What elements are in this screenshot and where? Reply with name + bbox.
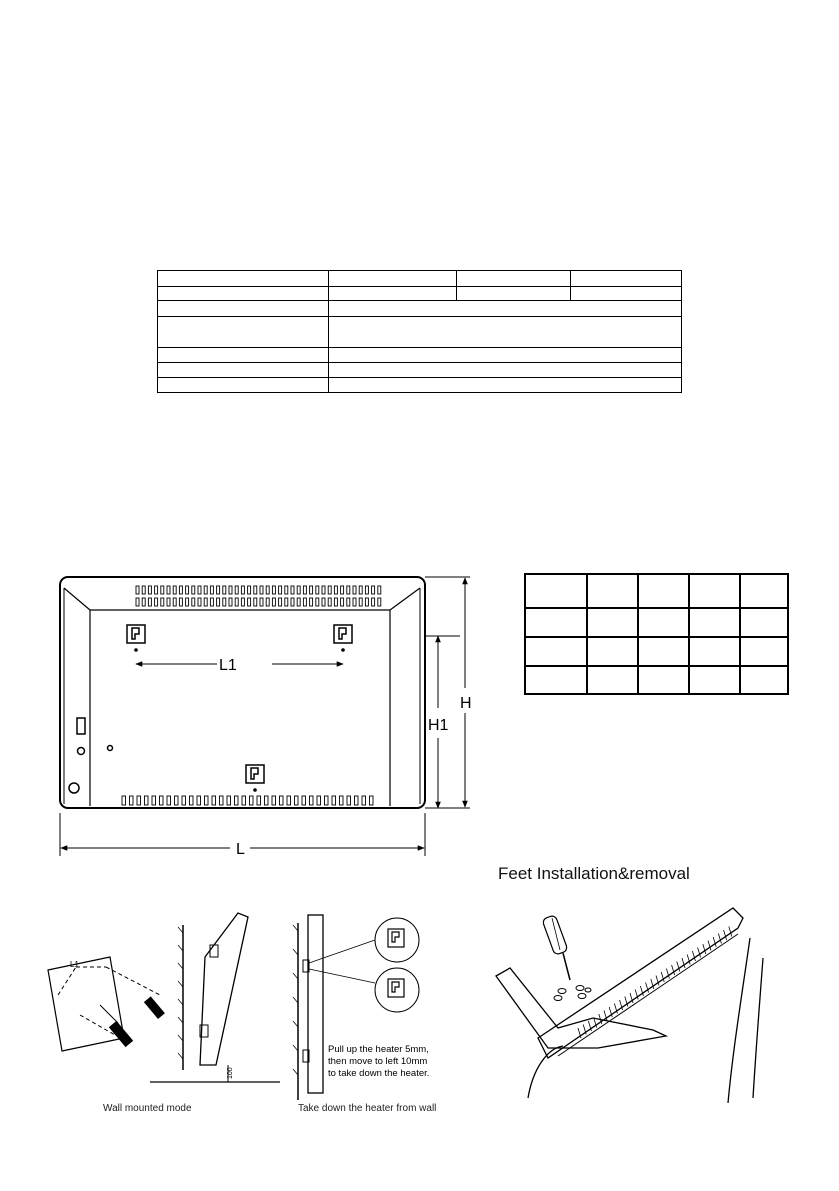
table-row: [525, 637, 788, 666]
table-cell: [158, 301, 329, 317]
vent-slot: [297, 598, 300, 606]
wall-gap-label: 100: [227, 1067, 234, 1079]
vent-slot: [235, 796, 239, 805]
vent-slot: [328, 598, 331, 606]
screwdriver-icon: [542, 915, 570, 980]
vent-slot: [291, 598, 294, 606]
vent-slot: [235, 598, 238, 606]
table-cell: [158, 348, 329, 363]
vent-slot: [266, 598, 269, 606]
vent-slot: [325, 796, 329, 805]
vent-slot: [122, 796, 126, 805]
vent-slot: [287, 796, 291, 805]
vent-slot: [254, 586, 257, 594]
table-cell: [638, 574, 689, 608]
vent-slot: [248, 586, 251, 594]
vent-slot: [137, 796, 141, 805]
vent-slot: [223, 586, 226, 594]
vent-slot: [322, 598, 325, 606]
vent-slot: [359, 586, 362, 594]
vent-slot: [227, 796, 231, 805]
vent-slot: [250, 796, 254, 805]
vent-slot: [334, 586, 337, 594]
heater-back-diagram: [40, 568, 490, 863]
vent-slot: [279, 586, 282, 594]
vent-slot: [317, 796, 321, 805]
wall-l1-label: L1: [70, 960, 79, 969]
vent-slot: [713, 937, 716, 947]
vent-slot: [155, 586, 158, 594]
vent-slot: [152, 796, 156, 805]
vent-slot: [718, 934, 721, 944]
takedown-instruction-3: to take down the heater.: [328, 1068, 430, 1079]
table-cell: [587, 608, 638, 637]
dim-l-label: L: [236, 841, 245, 858]
table-cell: [158, 317, 329, 348]
table-row: [158, 317, 682, 348]
vent-slot: [161, 586, 164, 594]
feet-title: Feet Installation&removal: [498, 864, 690, 883]
vent-slot: [167, 598, 170, 606]
bracket-left: [127, 625, 145, 652]
vent-slot: [186, 586, 189, 594]
vent-slot: [260, 598, 263, 606]
vent-slot: [355, 796, 359, 805]
screws-icon: [554, 986, 591, 1001]
table-cell: [689, 574, 740, 608]
vent-slot: [136, 598, 139, 606]
vent-slot: [204, 598, 207, 606]
vent-slot: [332, 796, 336, 805]
vent-slot: [204, 586, 207, 594]
table-cell: [158, 378, 329, 393]
vent-slot: [155, 598, 158, 606]
vent-slot: [217, 586, 220, 594]
vent-slot: [223, 598, 226, 606]
screwdriver-icon: [100, 996, 165, 1047]
vent-slot: [285, 586, 288, 594]
table-cell: [587, 637, 638, 666]
table-cell: [525, 666, 587, 694]
vent-slot: [235, 586, 238, 594]
table-row: [158, 287, 682, 301]
vent-slot: [130, 796, 134, 805]
table-row: [525, 574, 788, 608]
table-cell: [457, 271, 571, 287]
vent-slot: [372, 598, 375, 606]
dim-h1-label: H1: [428, 717, 449, 734]
table-row: [158, 348, 682, 363]
vent-slot: [340, 796, 344, 805]
vent-slot: [372, 586, 375, 594]
table-cell: [689, 666, 740, 694]
vent-slot: [142, 586, 145, 594]
dim-l1-label: L1: [219, 657, 237, 674]
vent-slot: [724, 930, 727, 940]
vent-slot: [173, 598, 176, 606]
vent-slot: [212, 796, 216, 805]
table-cell: [638, 608, 689, 637]
caption-take-down: Take down the heater from wall: [298, 1103, 437, 1114]
vent-slot: [220, 796, 224, 805]
feet-installation-diagram: [488, 898, 788, 1108]
vent-slot: [242, 796, 246, 805]
vent-slot: [160, 796, 164, 805]
table-cell: [571, 287, 682, 301]
vent-slot: [254, 598, 257, 606]
table-cell: [329, 348, 682, 363]
vent-slot: [272, 586, 275, 594]
spec-table: [157, 270, 682, 393]
vent-slot: [279, 598, 282, 606]
vent-slot: [198, 586, 201, 594]
vent-slot: [167, 586, 170, 594]
table-cell: [158, 287, 329, 301]
dimension-table: [524, 573, 789, 695]
table-row: [525, 608, 788, 637]
table-cell: [329, 317, 682, 348]
vent-slot: [161, 598, 164, 606]
vent-slot: [205, 796, 209, 805]
vent-slot: [241, 586, 244, 594]
vent-slot: [145, 796, 149, 805]
vent-slot: [378, 586, 381, 594]
vent-slot: [186, 598, 189, 606]
vent-slot: [347, 796, 351, 805]
table-row: [525, 666, 788, 694]
table-cell: [329, 271, 457, 287]
vent-slot: [210, 586, 213, 594]
table-cell: [689, 637, 740, 666]
dim-h-label: H: [460, 695, 472, 712]
table-cell: [158, 271, 329, 287]
bracket-right: [334, 625, 352, 652]
vent-slot: [328, 586, 331, 594]
vent-slot: [365, 586, 368, 594]
takedown-instruction-2: then move to left 10mm: [328, 1056, 428, 1067]
table-cell: [689, 608, 740, 637]
caption-wall-mounted: Wall mounted mode: [103, 1103, 192, 1114]
vent-slot: [167, 796, 171, 805]
vent-slot: [310, 598, 313, 606]
vent-slot: [197, 796, 201, 805]
vent-slot: [257, 796, 261, 805]
vent-slot: [266, 586, 269, 594]
vent-slot: [362, 796, 366, 805]
vent-slot: [248, 598, 251, 606]
vent-slot: [729, 927, 732, 937]
vent-slot: [310, 586, 313, 594]
vent-slot: [295, 796, 299, 805]
table-cell: [740, 637, 788, 666]
table-cell: [740, 574, 788, 608]
vent-slot: [378, 598, 381, 606]
table-row: [158, 301, 682, 317]
table-cell: [525, 574, 587, 608]
bracket-bottom: [246, 765, 264, 792]
vent-slot: [291, 586, 294, 594]
vent-slot: [303, 586, 306, 594]
table-cell: [587, 666, 638, 694]
vent-slot: [285, 598, 288, 606]
vent-slot: [210, 598, 213, 606]
table-cell: [329, 301, 682, 317]
table-cell: [740, 666, 788, 694]
table-cell: [457, 287, 571, 301]
vent-slot: [359, 598, 362, 606]
vent-slot: [175, 796, 179, 805]
vent-slot: [302, 796, 306, 805]
vent-slot: [192, 598, 195, 606]
table-cell: [587, 574, 638, 608]
vent-slot: [316, 598, 319, 606]
vent-slot: [297, 586, 300, 594]
vent-slot: [142, 598, 145, 606]
table-cell: [525, 608, 587, 637]
table-row: [158, 363, 682, 378]
vent-slot: [217, 598, 220, 606]
table-row: [158, 378, 682, 393]
vent-slot: [316, 586, 319, 594]
vent-slot: [198, 598, 201, 606]
vent-slot: [365, 598, 368, 606]
vent-slot: [179, 598, 182, 606]
vent-slot: [303, 598, 306, 606]
vent-slot: [173, 586, 176, 594]
vent-slot: [272, 598, 275, 606]
vent-slot: [353, 586, 356, 594]
vent-slot: [353, 598, 356, 606]
wall-mount-diagram: [40, 905, 480, 1125]
vent-slot: [148, 586, 151, 594]
vent-slot: [229, 598, 232, 606]
vent-slot: [347, 586, 350, 594]
vent-slot: [341, 586, 344, 594]
vent-slot: [229, 586, 232, 594]
vent-slot: [280, 796, 284, 805]
vent-slot: [265, 796, 269, 805]
vent-slot: [347, 598, 350, 606]
vent-slot: [148, 598, 151, 606]
vent-slot: [322, 586, 325, 594]
vent-slot: [182, 796, 186, 805]
vent-slot: [190, 796, 194, 805]
table-cell: [571, 271, 682, 287]
vent-slot: [192, 586, 195, 594]
vent-slot: [260, 586, 263, 594]
vent-slot: [136, 586, 139, 594]
table-cell: [525, 637, 587, 666]
table-cell: [638, 637, 689, 666]
vent-slot: [370, 796, 374, 805]
vent-slot: [341, 598, 344, 606]
vent-slot: [334, 598, 337, 606]
vent-slot: [241, 598, 244, 606]
vent-slot: [310, 796, 314, 805]
vent-slot: [272, 796, 276, 805]
table-cell: [329, 378, 682, 393]
table-cell: [740, 608, 788, 637]
takedown-instruction-1: Pull up the heater 5mm,: [328, 1044, 429, 1055]
table-row: [158, 271, 682, 287]
table-cell: [638, 666, 689, 694]
table-cell: [158, 363, 329, 378]
vent-slot: [179, 586, 182, 594]
table-cell: [329, 363, 682, 378]
table-cell: [329, 287, 457, 301]
